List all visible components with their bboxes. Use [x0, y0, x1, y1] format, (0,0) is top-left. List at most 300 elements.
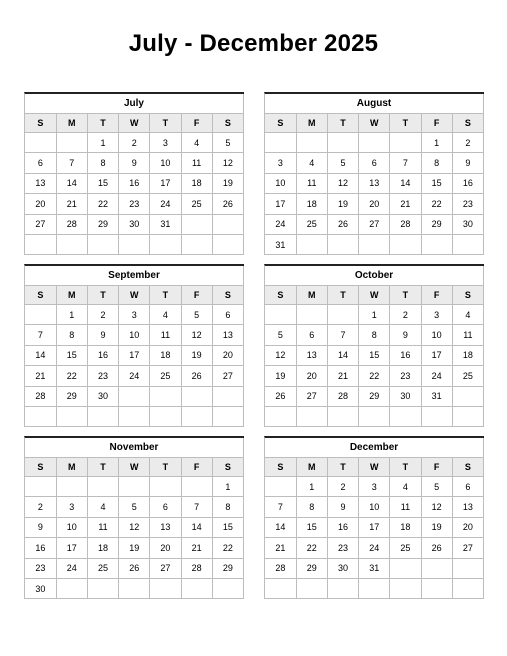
day-cell: 19 — [421, 517, 452, 537]
day-cell: 29 — [87, 214, 118, 234]
day-cell: 11 — [87, 517, 118, 537]
week-row — [265, 558, 484, 578]
day-cell: 15 — [87, 173, 118, 193]
day-cell: 17 — [421, 345, 452, 365]
day-cell: 10 — [421, 325, 452, 345]
weekday-label: F — [181, 458, 212, 477]
day-cell: 21 — [56, 194, 87, 214]
day-cell: 11 — [452, 325, 483, 345]
day-cell: 12 — [212, 153, 243, 173]
day-cell: 15 — [212, 517, 243, 537]
day-cell: 12 — [327, 173, 358, 193]
day-cell — [452, 578, 483, 598]
day-cell: 16 — [119, 173, 150, 193]
day-cell: 27 — [150, 558, 181, 578]
weekday-label: W — [359, 114, 390, 133]
weekday-label: S — [452, 286, 483, 305]
day-cell — [327, 406, 358, 426]
day-cell: 7 — [265, 497, 296, 517]
day-cell: 12 — [119, 517, 150, 537]
week-row — [265, 133, 484, 153]
month-calendar-august — [264, 92, 484, 255]
weekday-label: W — [119, 114, 150, 133]
day-cell: 8 — [359, 325, 390, 345]
day-cell — [25, 477, 56, 497]
day-cell: 30 — [119, 214, 150, 234]
day-cell: 1 — [421, 133, 452, 153]
day-cell: 23 — [327, 538, 358, 558]
day-cell — [265, 477, 296, 497]
day-cell: 29 — [296, 558, 327, 578]
week-row — [265, 153, 484, 173]
day-cell: 21 — [181, 538, 212, 558]
weekday-label: T — [150, 286, 181, 305]
week-row — [25, 386, 244, 406]
weekday-header-row — [265, 458, 484, 477]
week-row — [25, 325, 244, 345]
day-cell: 12 — [265, 345, 296, 365]
day-cell: 30 — [390, 386, 421, 406]
week-row — [25, 305, 244, 325]
day-cell: 6 — [296, 325, 327, 345]
day-cell — [181, 386, 212, 406]
day-cell: 29 — [56, 386, 87, 406]
month-table — [265, 458, 484, 599]
day-cell: 28 — [25, 386, 56, 406]
day-cell — [119, 477, 150, 497]
weekday-label: M — [56, 458, 87, 477]
day-cell: 16 — [87, 345, 118, 365]
day-cell: 4 — [296, 153, 327, 173]
weekday-label: W — [359, 286, 390, 305]
month-calendar-september — [24, 264, 244, 427]
day-cell: 5 — [181, 305, 212, 325]
day-cell: 12 — [181, 325, 212, 345]
day-cell: 1 — [359, 305, 390, 325]
weekday-label: T — [150, 458, 181, 477]
day-cell: 27 — [296, 386, 327, 406]
week-row — [25, 477, 244, 497]
week-row — [265, 305, 484, 325]
weekday-label: T — [87, 114, 118, 133]
day-cell — [181, 214, 212, 234]
week-row — [25, 234, 244, 254]
day-cell: 1 — [212, 477, 243, 497]
day-cell: 23 — [87, 366, 118, 386]
day-cell: 4 — [150, 305, 181, 325]
day-cell — [25, 406, 56, 426]
day-cell — [296, 578, 327, 598]
day-cell — [452, 386, 483, 406]
week-row — [265, 345, 484, 365]
weekday-label: M — [296, 458, 327, 477]
day-cell: 6 — [212, 305, 243, 325]
day-cell: 25 — [87, 558, 118, 578]
day-cell: 18 — [390, 517, 421, 537]
day-cell: 7 — [390, 153, 421, 173]
day-cell: 14 — [56, 173, 87, 193]
month-table — [25, 458, 244, 599]
weekday-label: S — [265, 114, 296, 133]
weekday-label: T — [87, 286, 118, 305]
day-cell: 19 — [265, 366, 296, 386]
weekday-label: F — [421, 114, 452, 133]
month-name: August — [265, 94, 484, 114]
day-cell — [359, 234, 390, 254]
weekday-label: S — [212, 458, 243, 477]
day-cell: 30 — [452, 214, 483, 234]
day-cell — [212, 214, 243, 234]
day-cell — [212, 234, 243, 254]
day-cell: 11 — [296, 173, 327, 193]
day-cell: 14 — [327, 345, 358, 365]
week-row — [265, 538, 484, 558]
day-cell: 23 — [119, 194, 150, 214]
day-cell — [327, 305, 358, 325]
weekday-label: S — [265, 286, 296, 305]
day-cell: 24 — [119, 366, 150, 386]
weekday-label: T — [327, 458, 358, 477]
day-cell: 27 — [212, 366, 243, 386]
weekday-label: M — [56, 114, 87, 133]
day-cell: 23 — [452, 194, 483, 214]
day-cell — [181, 578, 212, 598]
day-cell: 24 — [56, 558, 87, 578]
month-calendar-november — [24, 436, 244, 599]
day-cell: 31 — [150, 214, 181, 234]
day-cell — [390, 406, 421, 426]
day-cell: 7 — [56, 153, 87, 173]
day-cell: 17 — [150, 173, 181, 193]
day-cell: 5 — [119, 497, 150, 517]
week-row — [25, 133, 244, 153]
day-cell: 13 — [296, 345, 327, 365]
day-cell — [87, 477, 118, 497]
day-cell — [25, 133, 56, 153]
day-cell: 4 — [452, 305, 483, 325]
day-cell: 22 — [56, 366, 87, 386]
day-cell: 9 — [119, 153, 150, 173]
day-cell — [390, 578, 421, 598]
day-cell: 27 — [452, 538, 483, 558]
day-cell: 20 — [359, 194, 390, 214]
day-cell: 11 — [181, 153, 212, 173]
day-cell — [421, 558, 452, 578]
weekday-label: T — [390, 286, 421, 305]
day-cell — [56, 406, 87, 426]
day-cell: 17 — [56, 538, 87, 558]
day-cell: 15 — [56, 345, 87, 365]
day-cell — [56, 477, 87, 497]
day-cell — [359, 406, 390, 426]
day-cell: 5 — [421, 477, 452, 497]
day-cell: 30 — [87, 386, 118, 406]
day-cell — [265, 406, 296, 426]
week-row — [25, 173, 244, 193]
day-cell: 8 — [421, 153, 452, 173]
weekday-label: S — [25, 286, 56, 305]
day-cell: 3 — [421, 305, 452, 325]
day-cell — [452, 406, 483, 426]
weekday-header-row — [265, 286, 484, 305]
weekday-label: M — [296, 114, 327, 133]
day-cell: 17 — [119, 345, 150, 365]
day-cell — [119, 234, 150, 254]
day-cell: 6 — [25, 153, 56, 173]
day-cell: 25 — [181, 194, 212, 214]
month-name: September — [25, 266, 244, 286]
weekday-label: S — [212, 114, 243, 133]
day-cell: 16 — [452, 173, 483, 193]
weekday-label: W — [119, 458, 150, 477]
month-calendar-july — [24, 92, 244, 255]
day-cell: 25 — [150, 366, 181, 386]
day-cell — [56, 133, 87, 153]
day-cell — [359, 578, 390, 598]
day-cell: 22 — [87, 194, 118, 214]
weekday-label: W — [359, 458, 390, 477]
week-row — [265, 325, 484, 345]
weekday-label: F — [181, 114, 212, 133]
day-cell — [296, 234, 327, 254]
day-cell: 16 — [327, 517, 358, 537]
day-cell: 15 — [359, 345, 390, 365]
day-cell — [327, 578, 358, 598]
day-cell: 19 — [119, 538, 150, 558]
week-row — [265, 497, 484, 517]
day-cell: 19 — [212, 173, 243, 193]
month-name: November — [25, 438, 244, 458]
week-row — [25, 558, 244, 578]
day-cell: 9 — [25, 517, 56, 537]
day-cell: 24 — [265, 214, 296, 234]
day-cell: 1 — [296, 477, 327, 497]
day-cell: 5 — [265, 325, 296, 345]
day-cell: 21 — [265, 538, 296, 558]
day-cell — [421, 406, 452, 426]
weekday-label: M — [56, 286, 87, 305]
weekday-header-row — [265, 114, 484, 133]
day-cell: 31 — [359, 558, 390, 578]
day-cell: 3 — [119, 305, 150, 325]
month-table — [25, 286, 244, 427]
day-cell — [296, 406, 327, 426]
week-row — [265, 194, 484, 214]
week-row — [25, 497, 244, 517]
day-cell: 15 — [421, 173, 452, 193]
day-cell: 8 — [296, 497, 327, 517]
day-cell: 13 — [150, 517, 181, 537]
week-row — [265, 173, 484, 193]
day-cell: 17 — [359, 517, 390, 537]
day-cell — [390, 133, 421, 153]
day-cell — [390, 558, 421, 578]
day-cell: 31 — [421, 386, 452, 406]
weekday-label: S — [25, 114, 56, 133]
weekday-label: F — [421, 286, 452, 305]
day-cell: 4 — [87, 497, 118, 517]
day-cell: 20 — [25, 194, 56, 214]
weekday-label: S — [265, 458, 296, 477]
day-cell: 28 — [327, 386, 358, 406]
month-name: December — [265, 438, 484, 458]
day-cell: 27 — [359, 214, 390, 234]
day-cell: 22 — [212, 538, 243, 558]
weekday-label: T — [327, 114, 358, 133]
weekday-label: F — [181, 286, 212, 305]
day-cell: 8 — [212, 497, 243, 517]
day-cell: 18 — [452, 345, 483, 365]
week-row — [265, 386, 484, 406]
day-cell: 16 — [25, 538, 56, 558]
day-cell: 26 — [119, 558, 150, 578]
day-cell: 26 — [181, 366, 212, 386]
day-cell: 14 — [390, 173, 421, 193]
week-row — [265, 234, 484, 254]
day-cell — [87, 578, 118, 598]
weekday-label: S — [452, 114, 483, 133]
day-cell — [87, 234, 118, 254]
day-cell: 18 — [296, 194, 327, 214]
day-cell — [265, 305, 296, 325]
day-cell: 20 — [452, 517, 483, 537]
day-cell — [150, 578, 181, 598]
week-row — [265, 477, 484, 497]
weekday-label: T — [150, 114, 181, 133]
day-cell: 6 — [359, 153, 390, 173]
day-cell: 28 — [56, 214, 87, 234]
day-cell: 10 — [265, 173, 296, 193]
day-cell: 28 — [181, 558, 212, 578]
day-cell: 23 — [25, 558, 56, 578]
day-cell — [327, 133, 358, 153]
day-cell: 30 — [25, 578, 56, 598]
day-cell: 9 — [390, 325, 421, 345]
day-cell: 2 — [119, 133, 150, 153]
weekday-label: W — [119, 286, 150, 305]
day-cell: 9 — [87, 325, 118, 345]
day-cell: 26 — [212, 194, 243, 214]
day-cell: 7 — [327, 325, 358, 345]
month-name: October — [265, 266, 484, 286]
month-table — [265, 286, 484, 427]
day-cell: 3 — [56, 497, 87, 517]
month-calendar-december — [264, 436, 484, 599]
day-cell: 1 — [87, 133, 118, 153]
day-cell: 21 — [25, 366, 56, 386]
day-cell: 29 — [212, 558, 243, 578]
day-cell: 16 — [390, 345, 421, 365]
day-cell: 6 — [452, 477, 483, 497]
day-cell — [296, 305, 327, 325]
week-row — [25, 538, 244, 558]
weekday-label: T — [327, 286, 358, 305]
day-cell — [119, 578, 150, 598]
day-cell — [181, 477, 212, 497]
day-cell: 31 — [265, 234, 296, 254]
day-cell: 23 — [390, 366, 421, 386]
weekday-header-row — [25, 114, 244, 133]
day-cell: 18 — [87, 538, 118, 558]
day-cell: 26 — [265, 386, 296, 406]
day-cell — [212, 386, 243, 406]
day-cell: 7 — [181, 497, 212, 517]
weekday-header-row — [25, 458, 244, 477]
day-cell: 17 — [265, 194, 296, 214]
day-cell: 10 — [150, 153, 181, 173]
day-cell: 21 — [327, 366, 358, 386]
day-cell: 9 — [327, 497, 358, 517]
week-row — [265, 214, 484, 234]
day-cell — [150, 406, 181, 426]
weekday-label: S — [25, 458, 56, 477]
week-row — [25, 345, 244, 365]
weekday-label: F — [421, 458, 452, 477]
day-cell: 4 — [181, 133, 212, 153]
day-cell — [87, 406, 118, 426]
day-cell: 9 — [452, 153, 483, 173]
day-cell — [119, 386, 150, 406]
day-cell: 18 — [181, 173, 212, 193]
weekday-label: T — [87, 458, 118, 477]
day-cell — [150, 386, 181, 406]
day-cell — [359, 133, 390, 153]
day-cell: 8 — [56, 325, 87, 345]
day-cell: 8 — [87, 153, 118, 173]
day-cell — [421, 234, 452, 254]
week-row — [265, 517, 484, 537]
week-row — [265, 406, 484, 426]
day-cell: 13 — [212, 325, 243, 345]
day-cell: 19 — [181, 345, 212, 365]
day-cell: 29 — [421, 214, 452, 234]
day-cell — [390, 234, 421, 254]
weekday-header-row — [25, 286, 244, 305]
day-cell: 10 — [359, 497, 390, 517]
day-cell — [421, 578, 452, 598]
day-cell — [56, 234, 87, 254]
week-row — [265, 578, 484, 598]
day-cell: 30 — [327, 558, 358, 578]
day-cell: 6 — [150, 497, 181, 517]
day-cell: 1 — [56, 305, 87, 325]
day-cell — [181, 406, 212, 426]
day-cell: 13 — [25, 173, 56, 193]
day-cell: 5 — [212, 133, 243, 153]
day-cell: 28 — [265, 558, 296, 578]
weekday-label: T — [390, 458, 421, 477]
day-cell — [119, 406, 150, 426]
day-cell: 3 — [265, 153, 296, 173]
day-cell: 22 — [359, 366, 390, 386]
day-cell — [265, 578, 296, 598]
day-cell: 15 — [296, 517, 327, 537]
day-cell — [56, 578, 87, 598]
week-row — [25, 153, 244, 173]
day-cell — [150, 234, 181, 254]
day-cell: 29 — [359, 386, 390, 406]
day-cell: 2 — [25, 497, 56, 517]
day-cell: 3 — [150, 133, 181, 153]
day-cell — [452, 558, 483, 578]
day-cell: 20 — [150, 538, 181, 558]
day-cell: 24 — [421, 366, 452, 386]
day-cell: 20 — [212, 345, 243, 365]
day-cell: 13 — [452, 497, 483, 517]
week-row — [25, 366, 244, 386]
weekday-label: M — [296, 286, 327, 305]
day-cell: 2 — [390, 305, 421, 325]
